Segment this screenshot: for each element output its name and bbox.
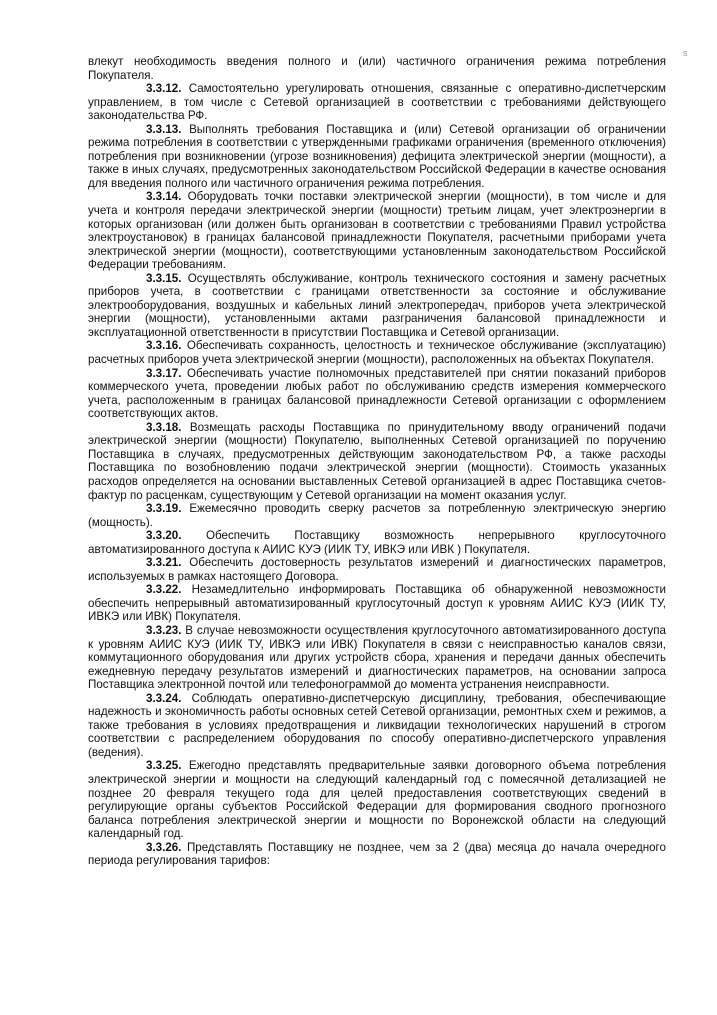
clause-number: 3.3.18. xyxy=(146,420,182,434)
document-body xyxy=(88,55,666,868)
clause-text: Выполнять требования Поставщика и (или) Сетевой организации об ограничении режима потребления в соответствии с утвержденными графиками ограничения (временного отключения) потребления при возникновении (угрозе возникновения) дефицита электрической энергии (мощности), а также в иных случаях, предусмотренных законодательством Российской Федерации в качестве основания для введения полного или частичного ограничения режима потребления. xyxy=(88,122,666,190)
paragraph xyxy=(88,556,666,583)
clause-text: Оборудовать точки поставки электрической энергии (мощности), в том числе и для учета и контроля передачи электрической энергии (мощности) третьим лицам, учет электроэнергии в которых организован (или должен быть организован в соответствии с требованиями Правил устройства электроустановок) в границах балансовой принадлежности Покупателя, расчетными приборами учета электрической энергии (мощности), соответствующими установленным законодательством Российской Федерации требованиям. xyxy=(88,190,666,272)
clause-text: В случае невозможности осуществления круглосуточного автоматизированного доступа к уровням АИИС КУЭ (ИИК ТУ, ИВКЭ или ИВК) Покупателя в связи с неисправностью каналов связи, коммутационного оборудования или других устройств сбора, хранения и передачи данных обеспечить ежедневную передачу результатов измерений и диагностических параметров, на основании запроса Поставщика электронной почтой или телефонограммой до момента устранения неисправности. xyxy=(88,623,666,692)
paragraph xyxy=(88,82,666,123)
clause-text: Незамедлительно информировать Поставщика об обнаруженной невозможности обеспечить непрерывный автоматизированный круглосуточный доступ к уровням АИИС КУЭ (ИИК ТУ, ИВКЭ или ИВК) Покупателя. xyxy=(88,583,666,624)
clause-number: 3.3.24. xyxy=(146,691,182,705)
clause-text: влекут необходимость введения полного и (или) частичного ограничения режима потребления Покупателя. xyxy=(88,55,666,82)
clause-number: 3.3.17. xyxy=(146,366,182,380)
paragraph xyxy=(88,339,666,366)
clause-text: Ежегодно представлять предварительные заявки договорного объема потребления электрической энергии и мощности на следующий календарный год с помесячной детализацией не позднее 20 февраля текущего года для целей предоставления соответствующих сведений в регулирующие органы субъектов Российской Федерации для формирования сводного прогнозного баланса потребления электрической энергии и мощности по Воронежской области на следующий календарный год. xyxy=(88,759,666,841)
paragraph xyxy=(88,123,666,191)
clause-number: 3.3.13. xyxy=(146,122,182,136)
clause-number: 3.3.26. xyxy=(146,840,182,854)
paragraph xyxy=(88,502,666,529)
paragraph xyxy=(88,367,666,421)
clause-number: 3.3.16. xyxy=(146,339,182,353)
clause-text: Обеспечить Поставщику возможность непрерывного круглосуточного автоматизированного доступа к АИИС КУЭ (ИИК ТУ, ИВКЭ или ИВК ) Покупателя. xyxy=(88,529,666,556)
paragraph xyxy=(88,55,666,82)
clause-text: Соблюдать оперативно-диспетчерскую дисциплину, требования, обеспечивающие надежность и экономичность работы основных сетей Сетевой организации, ремонтных схем и режимов, а также требования в условиях предотвращения и ликвидации технологических нарушений в строгом соответствии с распределением оборудования по способу оперативно-диспетчерского управления (ведения). xyxy=(88,691,666,759)
paragraph xyxy=(88,624,666,692)
clause-text: Осуществлять обслуживание, контроль технического состояния и замену расчетных приборов учета, в соответствии с границами ответственности за состояние и обслуживание электрооборудования, воздушных и кабельных линий электропередач, приборов учета электрической энергии (мощности), установленными актами разграничения балансовой принадлежности и эксплуатационной ответственности в присутствии Поставщика и Сетевой организации. xyxy=(88,271,666,339)
clause-text: Представлять Поставщику не позднее, чем за 2 (два) месяца до начала очередного периода регулирования тарифов: xyxy=(88,840,666,868)
paragraph xyxy=(88,272,666,340)
clause-number: 3.3.22. xyxy=(146,583,182,597)
paragraph xyxy=(88,841,666,868)
clause-number: 3.3.14. xyxy=(146,190,182,204)
clause-text: Обеспечивать участие полномочных представителей при снятии показаний приборов коммерческого учета, проведении любых работ по обслуживанию средств измерения коммерческого учета, расположенным в границах балансовой принадлежности Сетевой организации с оформлением соответствующих актов. xyxy=(88,366,666,421)
clause-number: 3.3.25. xyxy=(146,759,182,773)
clause-number: 3.3.12. xyxy=(146,82,182,96)
clause-number: 3.3.19. xyxy=(146,502,182,516)
paragraph xyxy=(88,190,666,271)
clause-text: Самостоятельно урегулировать отношения, связанные с оперативно-диспетчерским управлением, в том числе с Сетевой организацией в соответствии с требованиями действующего законодательства РФ. xyxy=(88,82,666,123)
clause-text: Возмещать расходы Поставщика по принудительному вводу ограничений подачи электрической энергии (мощности) Покупателю, выполненных Сетевой организацией по поручению Поставщика в случаях, предусмотренных действующим законодательством РФ, а также расходы Поставщика по возобновлению подачи электрической энергии (мощности). Стоимость указанных расходов определяется на основании выставленных Сетевой организацией в адрес Поставщика счетов-фактур по расценкам, существующим у Сетевой организации на момент оказания услуг. xyxy=(88,420,666,502)
clause-text: Обеспечивать сохранность, целостность и техническое обслуживание (эксплуатацию) расчетных приборов учета электрической энергии (мощности), расположенных на объектах Покупателя. xyxy=(88,339,666,367)
paragraph xyxy=(88,759,666,840)
paragraph xyxy=(88,421,666,502)
clause-number: 3.3.21. xyxy=(146,556,182,570)
paragraph xyxy=(88,529,666,556)
clause-number: 3.3.23. xyxy=(146,623,182,637)
clause-text: Обеспечить достоверность результатов измерений и диагностических параметров, используемых в рамках настоящего Договора. xyxy=(88,556,666,583)
clause-number: 3.3.15. xyxy=(146,271,182,285)
paragraph xyxy=(88,692,666,760)
margin-mark: s xyxy=(683,48,688,58)
paragraph xyxy=(88,583,666,624)
clause-text: Ежемесячно проводить сверку расчетов за потребленную электрическую энергию (мощность). xyxy=(88,502,666,529)
clause-number: 3.3.20. xyxy=(146,529,182,543)
